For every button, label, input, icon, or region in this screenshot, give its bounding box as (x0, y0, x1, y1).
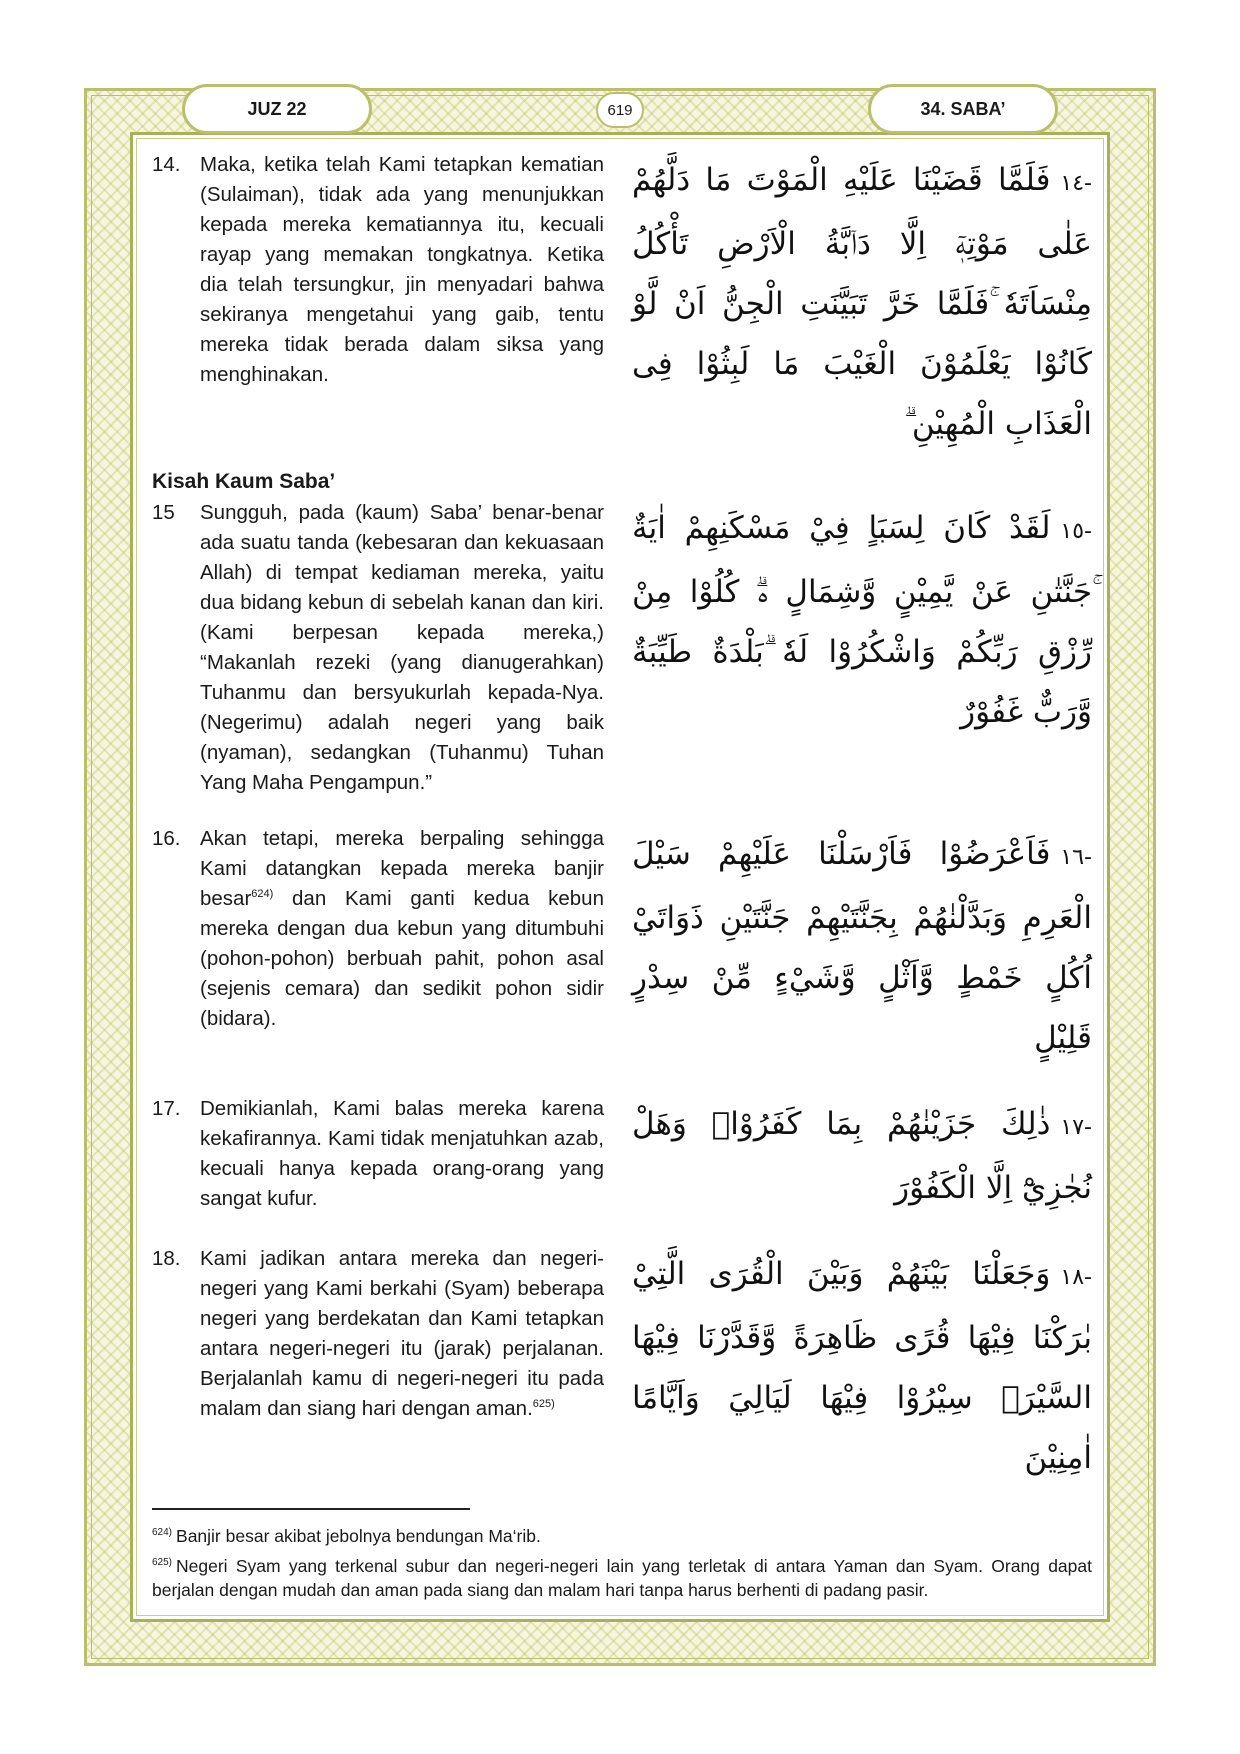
verse-number: 14. (152, 153, 181, 176)
footnote-text: Banjir besar akibat jebolnya bendungan Ma‘rib. (176, 1526, 541, 1546)
verse-translation (152, 498, 604, 798)
arabic-verse: فَاَعْرَضُوْا فَاَرْسَلْنَا عَلَيْهِمْ سَيْلَ الْعَرِمِ وَبَدَّلْنٰهُمْ بِجَنَّتَيْهِمْ جَنَّتَيْنِ ذَوَاتَيْ اُكُلٍ خَمْطٍ وَّاَثْلٍ وَّشَيْءٍ مِّنْ سِدْرٍ قَلِيْلٍ (632, 836, 1092, 1056)
juz-label: JUZ 22 (182, 84, 372, 134)
verse-16 (152, 824, 1092, 1068)
arabic-verse-number: -١٥ (1060, 519, 1092, 544)
arabic-text (632, 824, 1092, 1068)
footnote-marker: 624) (152, 1527, 173, 1539)
verse-translation (152, 1094, 604, 1218)
translation-text: Demikianlah, Kami balas mereka karena kekafirannya. Kami tidak menjatuhkan azab, kecuali hanya kepada orang-orang yang sangat kufur. (200, 1097, 604, 1210)
verse-number: 17. (152, 1097, 181, 1120)
translation-part: dan Kami ganti kedua kebun mereka dengan dua kebun yang ditumbuhi (pohon-pohon) berbuah pahit, pohon asal (sejenis cemara) dan sedikit pohon sidir (bidara). (200, 887, 604, 1030)
translation-text (200, 1244, 604, 1488)
arabic-verse: فَلَمَّا قَضَيْنَا عَلَيْهِ الْمَوْتَ مَا دَلَّهُمْ عَلٰى مَوْتِهٖٓ اِلَّا دَاۤبَّةُ الْاَرْضِ تَأْكُلُ مِنْسَاَتَهٗ ۚفَلَمَّا خَرَّ تَبَيَّنَتِ الْجِنُّ اَنْ لَّوْ كَانُوْا يَعْلَمُوْنَ الْغَيْبَ مَا لَبِثُوْا فِى الْعَذَابِ الْمُهِيْنِ ۗ (632, 162, 1092, 442)
footnote-marker: 625) (152, 1557, 173, 1569)
page-content (152, 150, 1092, 1488)
arabic-verse-number: -١٨ (1060, 1265, 1092, 1290)
arabic-verse-number: -١٦ (1060, 845, 1092, 870)
verse-17 (152, 1094, 1092, 1218)
translation-part: Akan tetapi, mereka berpaling sehingga Kami datangkan kepada mereka banjir besar (200, 827, 604, 910)
translation-text: Sungguh, pada (kaum) Saba’ benar-benar ada suatu tanda (kebesaran dan kekuasaan Allah) di tempat kediaman mereka, yaitu dua bidang kebun di sebelah kanan dan kiri. (Kami berpesan kepada mereka,) “Makanlah rezeki (yang dianugerahkan) Tuhanmu dan bersyukurlah kepada-Nya. (Negerimu) adalah negeri yang baik (nyaman), sedangkan (Tuhanmu) Tuhan Yang Maha Pengampun.” (200, 501, 604, 794)
translation-text (200, 824, 604, 1068)
arabic-text (632, 1094, 1092, 1218)
arabic-verse: وَجَعَلْنَا بَيْنَهُمْ وَبَيْنَ الْقُرَى الَّتِيْ بٰرَكْنَا فِيْهَا قُرًى ظَاهِرَةً وَّقَدَّرْنَا فِيْهَا السَّيْرَۗ سِيْرُوْا فِيْهَا لَيَالِيَ وَاَيَّامًا اٰمِنِيْنَ (632, 1256, 1092, 1476)
arabic-verse: لَقَدْ كَانَ لِسَبَاٍ فِيْ مَسْكَنِهِمْ اٰيَةٌ ۚجَنَّتٰنِ عَنْ يَّمِيْنٍ وَّشِمَالٍ ەۗ كُلُوْا مِنْ رِّزْقِ رَبِّكُمْ وَاشْكُرُوْا لَهٗ ۗبَلْدَةٌ طَيِّبَةٌ وَّرَبٌّ غَفُوْرٌ (632, 510, 1092, 730)
verse-number: 15 (152, 501, 175, 524)
verse-14 (152, 150, 1092, 454)
translation-text: Maka, ketika telah Kami tetapkan kematian (Sulaiman), tidak ada yang menunjukkan kepada mereka kematiannya itu, kecuali rayap yang memakan tongkatnya. Ketika dia telah tersungkur, jin menyadari bahwa sekiranya mengetahui yang gaib, tentu mereka tidak berada dalam siksa yang menghinakan. (200, 153, 604, 386)
page-number: 619 (596, 92, 644, 128)
arabic-text (632, 150, 1092, 454)
arabic-text (632, 498, 1092, 798)
footnote-ref[interactable]: 624) (251, 888, 274, 901)
verse-15 (152, 498, 1092, 798)
footnote-625 (152, 1554, 1092, 1602)
footnote-divider (152, 1508, 470, 1510)
verse-18 (152, 1244, 1092, 1488)
footnote-624 (152, 1524, 1092, 1548)
arabic-verse-number: -١٧ (1060, 1115, 1092, 1140)
arabic-verse: ذٰلِكَ جَزَيْنٰهُمْ بِمَا كَفَرُوْاۗ وَهَلْ نُجٰزِيْٓ اِلَّا الْكَفُوْرَ (632, 1106, 1092, 1206)
footnote-text: Negeri Syam yang terkenal subur dan negeri-negeri lain yang terletak di antara Yaman dan Syam. Orang dapat berjalan dengan mudah dan aman pada siang dan malam hari tanpa harus berhenti di padang pasir. (152, 1556, 1092, 1600)
verse-number: 16. (152, 827, 181, 850)
footnote-ref[interactable]: 625) (532, 1398, 555, 1411)
verse-translation (152, 824, 604, 1068)
footnotes (152, 1508, 1092, 1608)
arabic-text (632, 1244, 1092, 1488)
arabic-verse-number: -١٤ (1060, 171, 1092, 196)
verse-translation (152, 1244, 604, 1488)
verse-number: 18. (152, 1247, 181, 1270)
verse-translation (152, 150, 604, 454)
section-heading: Kisah Kaum Saba’ (152, 470, 336, 493)
surah-label: 34. SABA’ (868, 84, 1058, 134)
translation-part: Kami jadikan antara mereka dan negeri-negeri yang Kami berkahi (Syam) beberapa negeri yang berdekatan dan Kami tetapkan antara negeri-negeri itu (jarak) perjalanan. Berjalanlah kamu di negeri-negeri itu pada malam dan siang hari dengan aman. (200, 1247, 604, 1420)
